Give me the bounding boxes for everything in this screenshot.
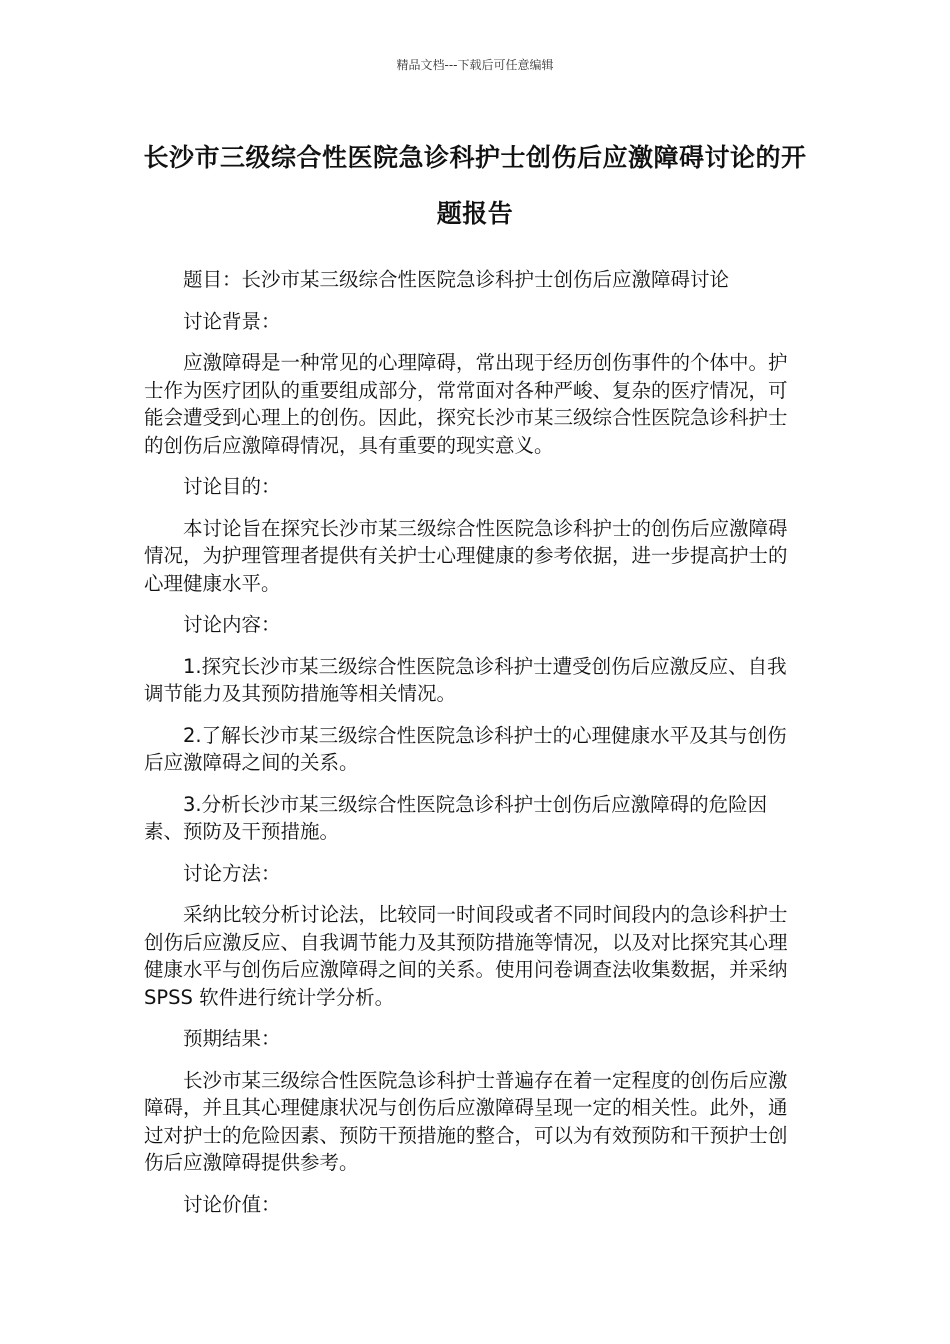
content-item: 2.了解长沙市某三级综合性医院急诊科护士的心理健康水平及其与创伤后应激障碍之间的关系。 (144, 723, 787, 774)
page-header: 精品文档---下载后可任意编辑 (396, 58, 554, 72)
purpose-heading: 讨论目的： (183, 475, 281, 498)
method-paragraph: 采纳比较分析讨论法，比较同一时间段或者不同时间段内的急诊科护士创伤后应激反应、自我调节能力及其预防措施等情况，以及对比探究其心理健康水平与创伤后应激障碍之间的关系。使用问卷调查法收集数据，并采纳 SPSS 软件进行统计学分析。 (144, 903, 788, 1009)
value-heading: 讨论价值： (183, 1192, 281, 1216)
background-heading: 讨论背景： (183, 309, 281, 333)
document-title: 长沙市三级综合性医院急诊科护士创伤后应激障碍讨论的开题报告 (143, 143, 807, 228)
result-heading: 预期结果： (183, 1027, 281, 1050)
content-item: 1.探究长沙市某三级综合性医院急诊科护士遭受创伤后应激反应、自我调节能力及其预防措施等相关情况。 (144, 654, 787, 705)
method-heading: 讨论方法： (183, 861, 281, 885)
result-paragraph: 长沙市某三级综合性医院急诊科护士普遍存在着一定程度的创伤后应激障碍，并且其心理健康状况与创伤后应激障碍呈现一定的相关性。此外，通过对护士的危险因素、预防干预措施的整合，可以为有效预防和干预护士创伤后应激障碍提供参考。 (144, 1068, 788, 1174)
document-body (144, 266, 796, 1232)
topic-line: 题目：长沙市某三级综合性医院急诊科护士创伤后应激障碍讨论 (183, 268, 730, 291)
background-paragraph: 应激障碍是一种常见的心理障碍，常出现于经历创伤事件的个体中。护士作为医疗团队的重要组成部分，常常面对各种严峻、复杂的医疗情况，可能会遭受到心理上的创伤。因此，探究长沙市某三级综合性医院急诊科护士的创伤后应激障碍情况，具有重要的现实意义。 (144, 351, 788, 457)
content-item: 3.分析长沙市某三级综合性医院急诊科护士创伤后应激障碍的危险因素、预防及干预措施。 (144, 792, 768, 843)
content-heading: 讨论内容： (183, 613, 281, 636)
purpose-paragraph: 本讨论旨在探究长沙市某三级综合性医院急诊科护士的创伤后应激障碍情况，为护理管理者提供有关护士心理健康的参考依据，进一步提高护士的心理健康水平。 (144, 516, 788, 595)
